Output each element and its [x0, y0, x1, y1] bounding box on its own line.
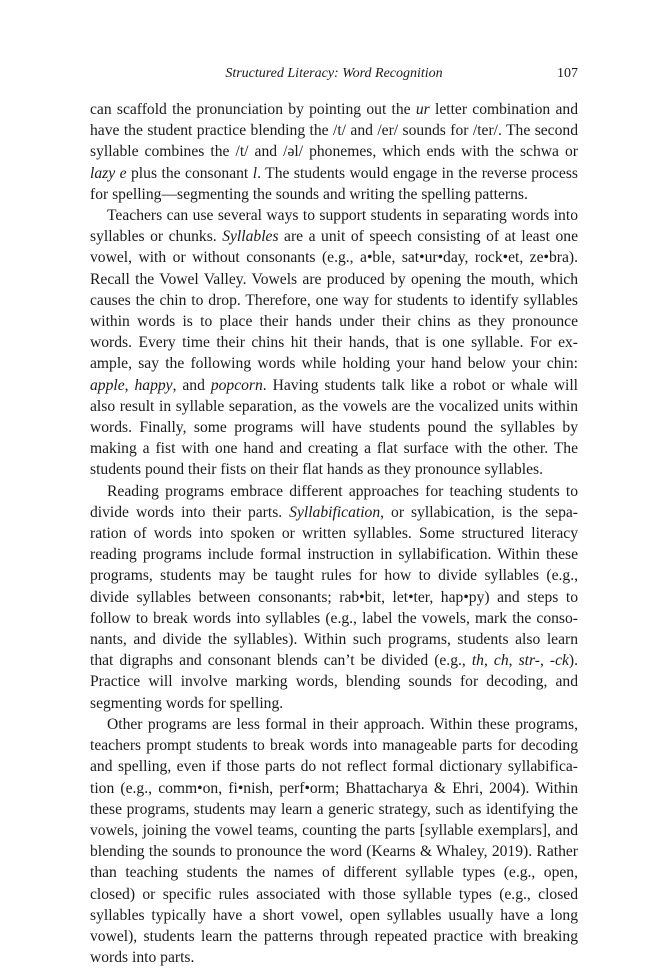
text-run: ). Practice will involve marking words, blending sounds for decoding, and segmenting words for spelling.	[90, 652, 579, 712]
paragraph	[90, 481, 578, 714]
text-run: Teachers can use several ways to support students in separating words into syllables or chunks.	[90, 207, 578, 246]
text-run: Reading programs embrace different approaches for teaching students to divide words into their parts.	[90, 482, 578, 521]
text-run: are a unit of speech consisting of at least one vowel, with or without consonants (e.g., a•ble, sat•ur•day, rock•et, ze•bra). Recall the Vowel Valley. Vowels are produced by opening the mouth, which causes the chin to drop. Therefore, one way for students to identify syllables within words is to place their hands under their chins as they pronounce words. Every time their chins hit their hands, that is one syllable. For example, say the following words while holding your hand below your chin:	[90, 228, 578, 373]
italic-text-run: l	[252, 164, 258, 182]
body-text	[90, 99, 578, 968]
text-run: , and	[172, 376, 211, 394]
italic-text-run: th	[471, 652, 484, 670]
page-number: 107	[557, 66, 578, 81]
text-run: letter combination and have the student practice blending the /t/ and /er/ sounds for /ter/. The second syllable combines the /t/ and /əl/ phonemes, which ends with the schwa or	[90, 101, 579, 161]
text-run: . Having students talk like a robot or whale will also result in syllable separation, as the vowels are the vocalized units within words. Finally, some programs will have students pound the syllables by making a fist with one hand and creating a flat surface with the other. The students pound their fists on their flat hands as they pronounce syllables.	[90, 376, 578, 479]
paragraph	[90, 99, 578, 205]
italic-text-run: popcorn	[210, 376, 263, 394]
running-head-title: Structured Literacy: Word Recognition	[225, 66, 443, 81]
italic-text-run: str-	[518, 652, 540, 670]
italic-text-run: -ck	[549, 652, 569, 670]
italic-text-run: apple	[90, 376, 125, 394]
text-run: ,	[508, 652, 519, 670]
text-run: ,	[539, 652, 550, 670]
text-run: ,	[124, 376, 135, 394]
paragraph	[90, 714, 578, 968]
italic-text-run: Syllabification	[289, 503, 381, 521]
italic-text-run: ch	[493, 652, 509, 670]
text-run: plus the consonant	[126, 164, 253, 182]
italic-text-run: Syllables	[222, 228, 279, 246]
running-head	[90, 66, 578, 88]
italic-text-run: happy	[134, 376, 173, 394]
italic-text-run: ur	[415, 101, 430, 118]
text-run: , or syllabication, is the separation of words into spoken or written syllables. Some structured literacy reading programs include formal instruction in syllabification. Within these programs, students may be taught rules for how to divide syllables (e.g., divide syllables between consonants; rab•bit, let•ter, hap•py) and steps to follow to break words into syllables (e.g., label the vowels, mark the consonants, and divide the syllables). Within such programs, students also learn that digraphs and consonant blends can’t be divided (e.g.,	[90, 503, 578, 670]
paragraph	[90, 205, 578, 481]
italic-text-run: lazy e	[90, 164, 127, 182]
text-run: ,	[483, 652, 494, 670]
text-run: can scaffold the pronunciation by pointing out the	[90, 101, 416, 118]
text-run: . The students would engage in the reverse process for spelling—segmenting the sounds and writing the spelling patterns.	[90, 164, 578, 203]
text-run: Other programs are less formal in their approach. Within these programs, teachers prompt students to break words into manageable parts for decoding and spelling, even if those parts do not reflect formal dictionary syllabification (e.g., comm•on, fi•nish, perf•orm; Bhattacharya & Ehri, 2004). Within these programs, students may learn a generic strategy, such as identifying the vowels, joining the vowel teams, counting the parts [syllable exemplars], and blending the sounds to pronounce the word (Kearns & Whaley, 2019). Rather than teaching students the names of different syllable types (e.g., open, closed) or specific rules associated with those syllable types (e.g., closed syllables typically have a short vowel, open syllables usually have a long vowel), students learn the patterns through repeated practice with breaking words into parts.	[90, 715, 578, 967]
